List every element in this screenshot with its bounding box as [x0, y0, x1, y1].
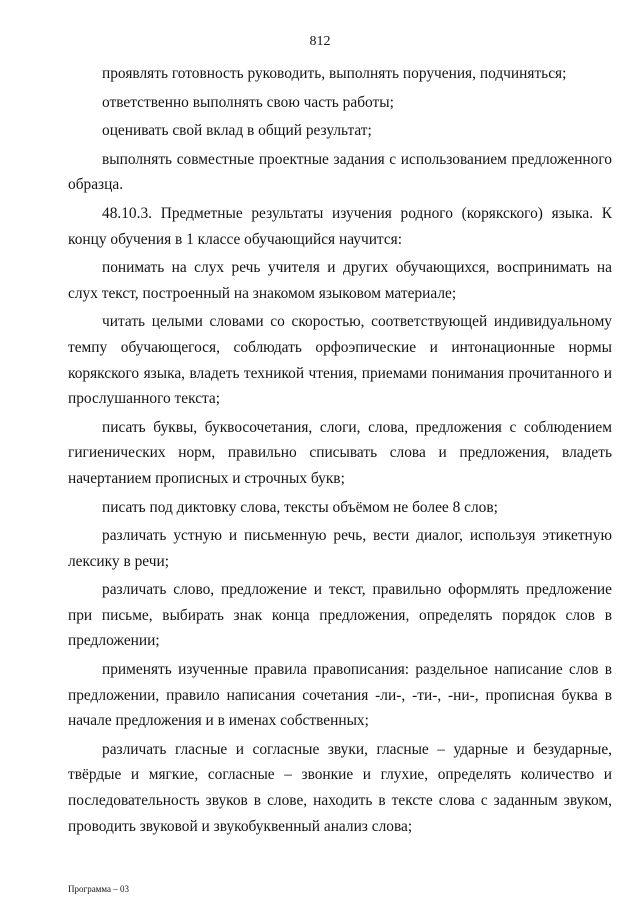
paragraph-listening: понимать на слух речь учителя и других обучающихся, воспринимать на слух текст, построенный на знакомом языковом материале; [68, 259, 612, 302]
paragraph-responsible-work: ответственно выполнять свою часть работы; [102, 93, 394, 111]
paragraph-sounds: различать гласные и согласные звуки, гласные – ударные и безударные, твёрдые и мягкие, согласные – звонкие и глухие, определять количество и последовательность звуков в слове, находить в тексте слова с заданным звуком, проводить звуковой и звукобуквенный анализ слова; [68, 740, 612, 835]
paragraph-section-48-10-3: 48.10.3. Предметные результаты изучения родного (корякского) языка. К концу обучения в 1 классе обучающийся научится: [68, 204, 612, 248]
footer-program-label: Программа – 03 [68, 884, 130, 894]
paragraph-spelling-rules: применять изученные правила правописания: раздельное написание слов в предложении, правило написания сочетания -ли-, -ти-, -ни-, прописная буква в начале предложения и в именах собственных; [68, 661, 612, 730]
paragraph-writing-letters: писать буквы, буквосочетания, слоги, слова, предложения с соблюдением гигиенических норм, правильно списывать слова и предложения, владеть начертанием прописных и строчных букв; [68, 418, 612, 487]
paragraph-oral-written-speech: различать устную и письменную речь, вести диалог, используя этикетную лексику в речи; [68, 527, 612, 570]
document-body [68, 61, 612, 842]
page-number: 812 [309, 34, 331, 49]
paragraph-dictation: писать под диктовку слова, тексты объёмом не более 8 слов; [102, 498, 498, 516]
paragraph-word-sentence-text: различать слово, предложение и текст, правильно оформлять предложение при письме, выбирать знак конца предложения, определять порядок слов в предложении; [68, 581, 612, 650]
paragraph-joint-projects: выполнять совместные проектные задания с использованием предложенного образца. [68, 150, 612, 194]
paragraph-readiness-to-lead: проявлять готовность руководить, выполнять поручения, подчиняться; [102, 65, 567, 82]
paragraph-reading: читать целыми словами со скоростью, соответствующей индивидуальному темпу обучающегося, соблюдать орфоэпические и интонационные нормы корякского языка, владеть техникой чтения, приемами понимания прочитанного и прослушанного текста; [68, 313, 612, 408]
paragraph-evaluate-contribution: оценивать свой вклад в общий результат; [102, 122, 372, 140]
